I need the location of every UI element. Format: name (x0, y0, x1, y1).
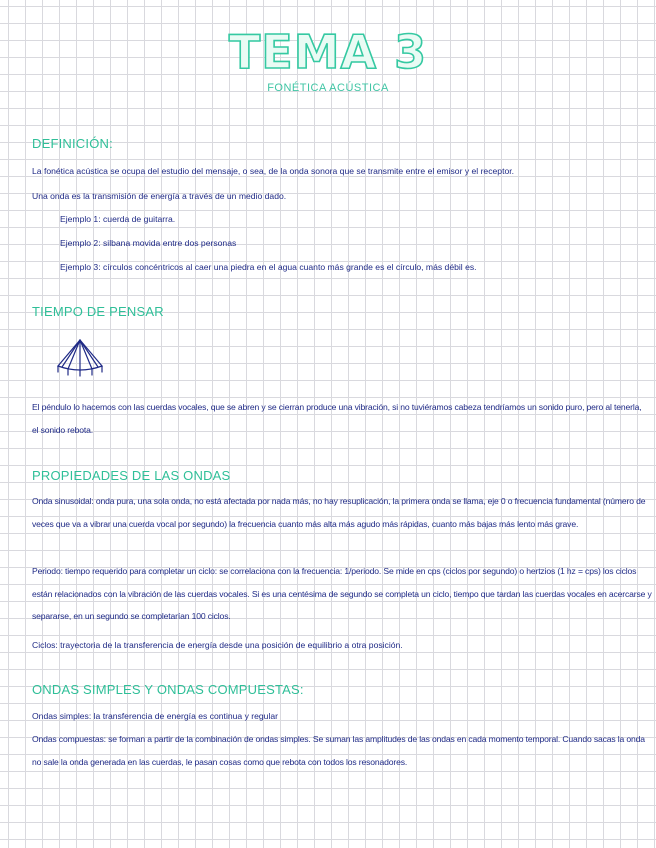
definicion-paragraph-1: La fonética acústica se ocupa del estudio del mensaje, o sea, de la onda sonora que se transmite entre el emisor y el receptor. (32, 166, 515, 176)
page-title: TEMA 3 (228, 25, 428, 79)
heading-definicion: DEFINICIÓN: (32, 136, 113, 151)
example-1: Ejemplo 1: cuerda de guitarra. (60, 214, 176, 224)
tent-icon (54, 338, 106, 378)
definicion-paragraph-2: Una onda es la transmisión de energía a través de un medio dado. (32, 191, 287, 201)
example-3: Ejemplo 3: círculos concéntricos al caer una piedra en el agua cuanto más grande es el círculo, más débil es. (60, 262, 477, 272)
example-2: Ejemplo 2: silbana movida entre dos personas (60, 238, 237, 248)
propiedades-onda-sinusoidal: Onda sinusoidal: onda pura, una sola onda, no está afectada por nada más, no hay resuplicación, la primera onda se llama, eje 0 o frecuencia fundamental (número de veces que va a vibrar una cuerda vocal por segundo) la frecuencia cuanto más alta más agudo más rápidas, cuanto más bajas más lento más grave. (32, 496, 646, 529)
tiempo-paragraph-1: El péndulo lo hacemos con las cuerdas vocales, que se abren y se cierran produce una vibración, si no tuviéramos cabeza tendríamos un sonido puro, pero al tenerla, el sonido rebota. (32, 402, 642, 435)
page-subtitle: FONÉTICA ACÚSTICA (267, 82, 389, 94)
heading-ondas: ONDAS SIMPLES Y ONDAS COMPUESTAS: (32, 682, 304, 697)
propiedades-ciclos: Ciclos: trayectoria de la transferencia de energía desde una posición de equilibrio a otra posición. (32, 640, 403, 650)
heading-propiedades: PROPIEDADES DE LAS ONDAS (32, 468, 231, 483)
heading-tiempo-de-pensar: TIEMPO DE PENSAR (32, 304, 164, 319)
title-block (0, 26, 656, 94)
ondas-simples: Ondas simples: la transferencia de energía es continua y regular (32, 711, 279, 721)
propiedades-periodo: Periodo: tiempo requerido para completar un ciclo: se correlaciona con la frecuencia: 1/periodo. Se mide en cps (ciclos por segundo) o hertzios (1 hz = cps) los ciclos están relacionados con la vibración de las cuerdas vocales. Si es una centésima de segundo se completa un ciclo, tiempo que tardan las cuerdas vocales en acercarse y separarse, en un segundo se completarían 100 ciclos. (32, 566, 652, 621)
ondas-compuestas: Ondas compuestas: se forman a partir de la combinación de ondas simples. Se suman las amplitudes de las ondas en cada momento temporal. Cuando sacas la onda no sale la onda generada en las cuerdas, le pasan cosas como que rebota con todos los resonadores. (32, 734, 645, 767)
